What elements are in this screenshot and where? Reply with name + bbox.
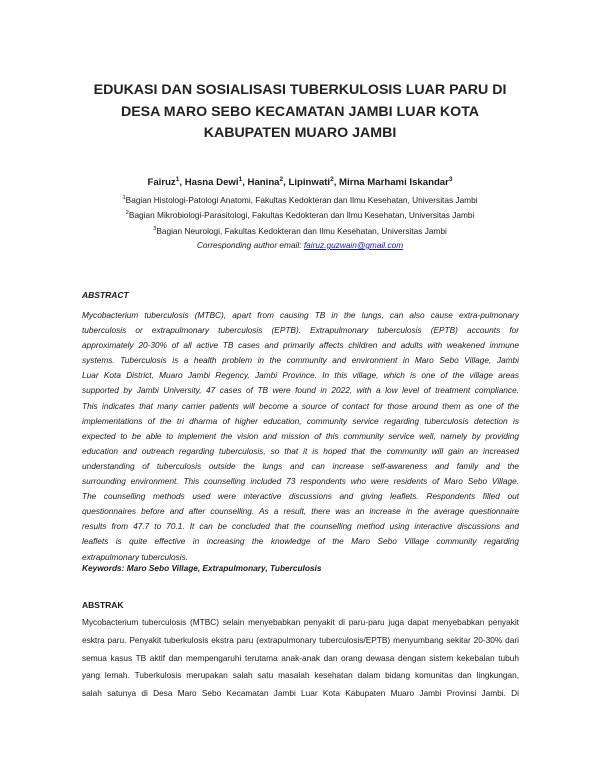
abstrak-heading: ABSTRAK bbox=[82, 600, 124, 610]
author-separator: , bbox=[242, 177, 248, 189]
abstract-line: The counselling methods used were interactive discussions and giving leaflets. Respondents filled out bbox=[82, 491, 519, 502]
abstract-line: implementations of the tri dharma of higher education, community service regarding tuberculosis detection is bbox=[82, 415, 519, 426]
abstrak-line: esktra paru. Penyakit tuberkulosis ekstra paru (extrapulmonary tuberculosis/EPTB) menyumbang sekitar 20-30% dari bbox=[82, 634, 519, 645]
abstract-line: supported by Jambi University, 47 cases of TB were found in 2022, with a low level of treatment compliance. bbox=[82, 385, 519, 396]
title-line-1: EDUKASI DAN SOSIALISASI TUBERKULOSIS LUAR PARU DI bbox=[93, 82, 507, 98]
abstrak-body bbox=[82, 614, 519, 703]
affiliation-text: Bagian Neurologi, Fakultas Kedokteran dan Ilmu Kesehatan, Universitas Jambi bbox=[156, 226, 447, 236]
title-line-2: DESA MARO SEBO KECAMATAN JAMBI LUAR KOTA bbox=[120, 103, 480, 120]
author-name: Hanina bbox=[247, 177, 280, 189]
corresponding-author bbox=[0, 240, 600, 250]
author-affil-num: 1 bbox=[238, 176, 243, 183]
abstrak-line: salah satunya di Desa Maro Sebo Kecamatan Jambi Luar Kota Kabupaten Muaro Jambi Provinsi Jambi. Di bbox=[82, 688, 519, 699]
abstract-line: expected to be able to implement the vision and mission of this community service well, namely by providing bbox=[82, 430, 519, 441]
affiliation-1 bbox=[0, 195, 600, 205]
abstract-line: This indicates that many carrier patients will become a source of contact for those around them as one of the bbox=[82, 400, 519, 411]
affiliation-num: 2 bbox=[125, 210, 129, 217]
abstract-line: extrapulmonary tuberculosis. bbox=[82, 551, 189, 562]
author-affil-num: 1 bbox=[175, 176, 180, 183]
corresponding-label: Corresponding author email: bbox=[196, 240, 304, 250]
author-name: Fairuz bbox=[147, 177, 176, 189]
abstract-line: Luar Kota District, Muaro Jambi Regency, Jambi Province. In this village, which is one of the village areas bbox=[82, 370, 519, 381]
abstrak-line: Mycobacterium tuberculosis (MTBC) selain menyebabkan penyakit di paru-paru juga dapat menyebabkan penyakit bbox=[82, 617, 519, 627]
author-separator: , bbox=[333, 177, 340, 189]
abstract-line: results from 47.7 to 70.1. It can be concluded that the counselling method using interactive discussions and bbox=[82, 521, 519, 532]
author-separator: , bbox=[283, 177, 289, 189]
paper-title bbox=[70, 80, 530, 145]
email-link[interactable]: fairuz.guzwain@gmail.com bbox=[303, 240, 404, 250]
author-affil-num: 2 bbox=[330, 176, 334, 183]
author-list bbox=[0, 176, 600, 188]
abstract-line: education and outreach regarding tuberculosis, so that it is hoped that the community will gain an increased bbox=[82, 445, 519, 456]
title-line-3: KABUPATEN MUARO JAMBI bbox=[203, 125, 397, 141]
author-affil-num: 2 bbox=[279, 176, 284, 183]
author-separator: , bbox=[179, 177, 185, 189]
affiliation-2 bbox=[0, 210, 600, 220]
abstrak-line: semua kasus TB aktif dan mempengaruhi terutama anak-anak dan orang dewasa dengan sistem kekebalan tubuh bbox=[82, 652, 519, 663]
affiliation-text: Bagian Mikrobiologi-Parasitologi, Fakultas Kedokteran dan Ilmu Kesehatan, Universitas Jambi bbox=[128, 210, 475, 220]
affiliation-num: 1 bbox=[122, 195, 126, 202]
abstract-body bbox=[82, 308, 519, 565]
affiliation-text: Bagian Histologi-Patologi Anatomi, Fakultas Kedokteran dan Ilmu Kesehatan, Universitas Jambi bbox=[125, 195, 478, 205]
abstract-line: approximately 20-30% of all active TB cases and primarily affects children and adults with weakened immune bbox=[82, 340, 519, 351]
author-name: Hasna Dewi bbox=[184, 177, 239, 189]
abstract-line: surrounding environment. This counselling included 73 respondents who were residents of Maro Sebo Village. bbox=[82, 476, 519, 487]
author-affil-num: 3 bbox=[448, 176, 453, 183]
abstract-line: leaflets is quite effective in increasing the knowledge of the Maro Sebo Village community regarding bbox=[82, 536, 519, 547]
abstract-heading: ABSTRACT bbox=[82, 290, 129, 300]
abstract-line: tuberculosis or extrapulmonary tuberculosis (EPTB). Extrapulmonary tuberculosis (EPTB) accounts for bbox=[82, 325, 519, 336]
affiliation-num: 3 bbox=[153, 226, 157, 233]
author-name: Mirna Marhami Iskandar bbox=[339, 177, 449, 189]
keywords: Keywords: Maro Sebo Village, Extrapulmonary, Tuberculosis bbox=[82, 563, 322, 573]
abstract-line: understanding of tuberculosis outside the lungs and can increase self-awareness and family and the bbox=[82, 460, 519, 471]
abstrak-line: yang lemah. Tuberkulosis merupakan salah satu masalah kesehatan dalam bidang komunitas dan lingkungan, bbox=[82, 670, 519, 681]
affiliation-3 bbox=[0, 226, 600, 236]
abstract-line: systems. Tuberculosis is a health problem in the community and environment in Maro Sebo Village, Jambi bbox=[82, 355, 519, 366]
abstract-line: questionnaires before and after counselling. As a result, there was an increase in the average questionnaire bbox=[82, 506, 519, 517]
author-name: Lipinwati bbox=[288, 177, 331, 189]
abstract-line: Mycobacterium tuberculosis (MTBC), apart from causing TB in the lungs, can also cause extra-pulmonary bbox=[82, 310, 519, 320]
